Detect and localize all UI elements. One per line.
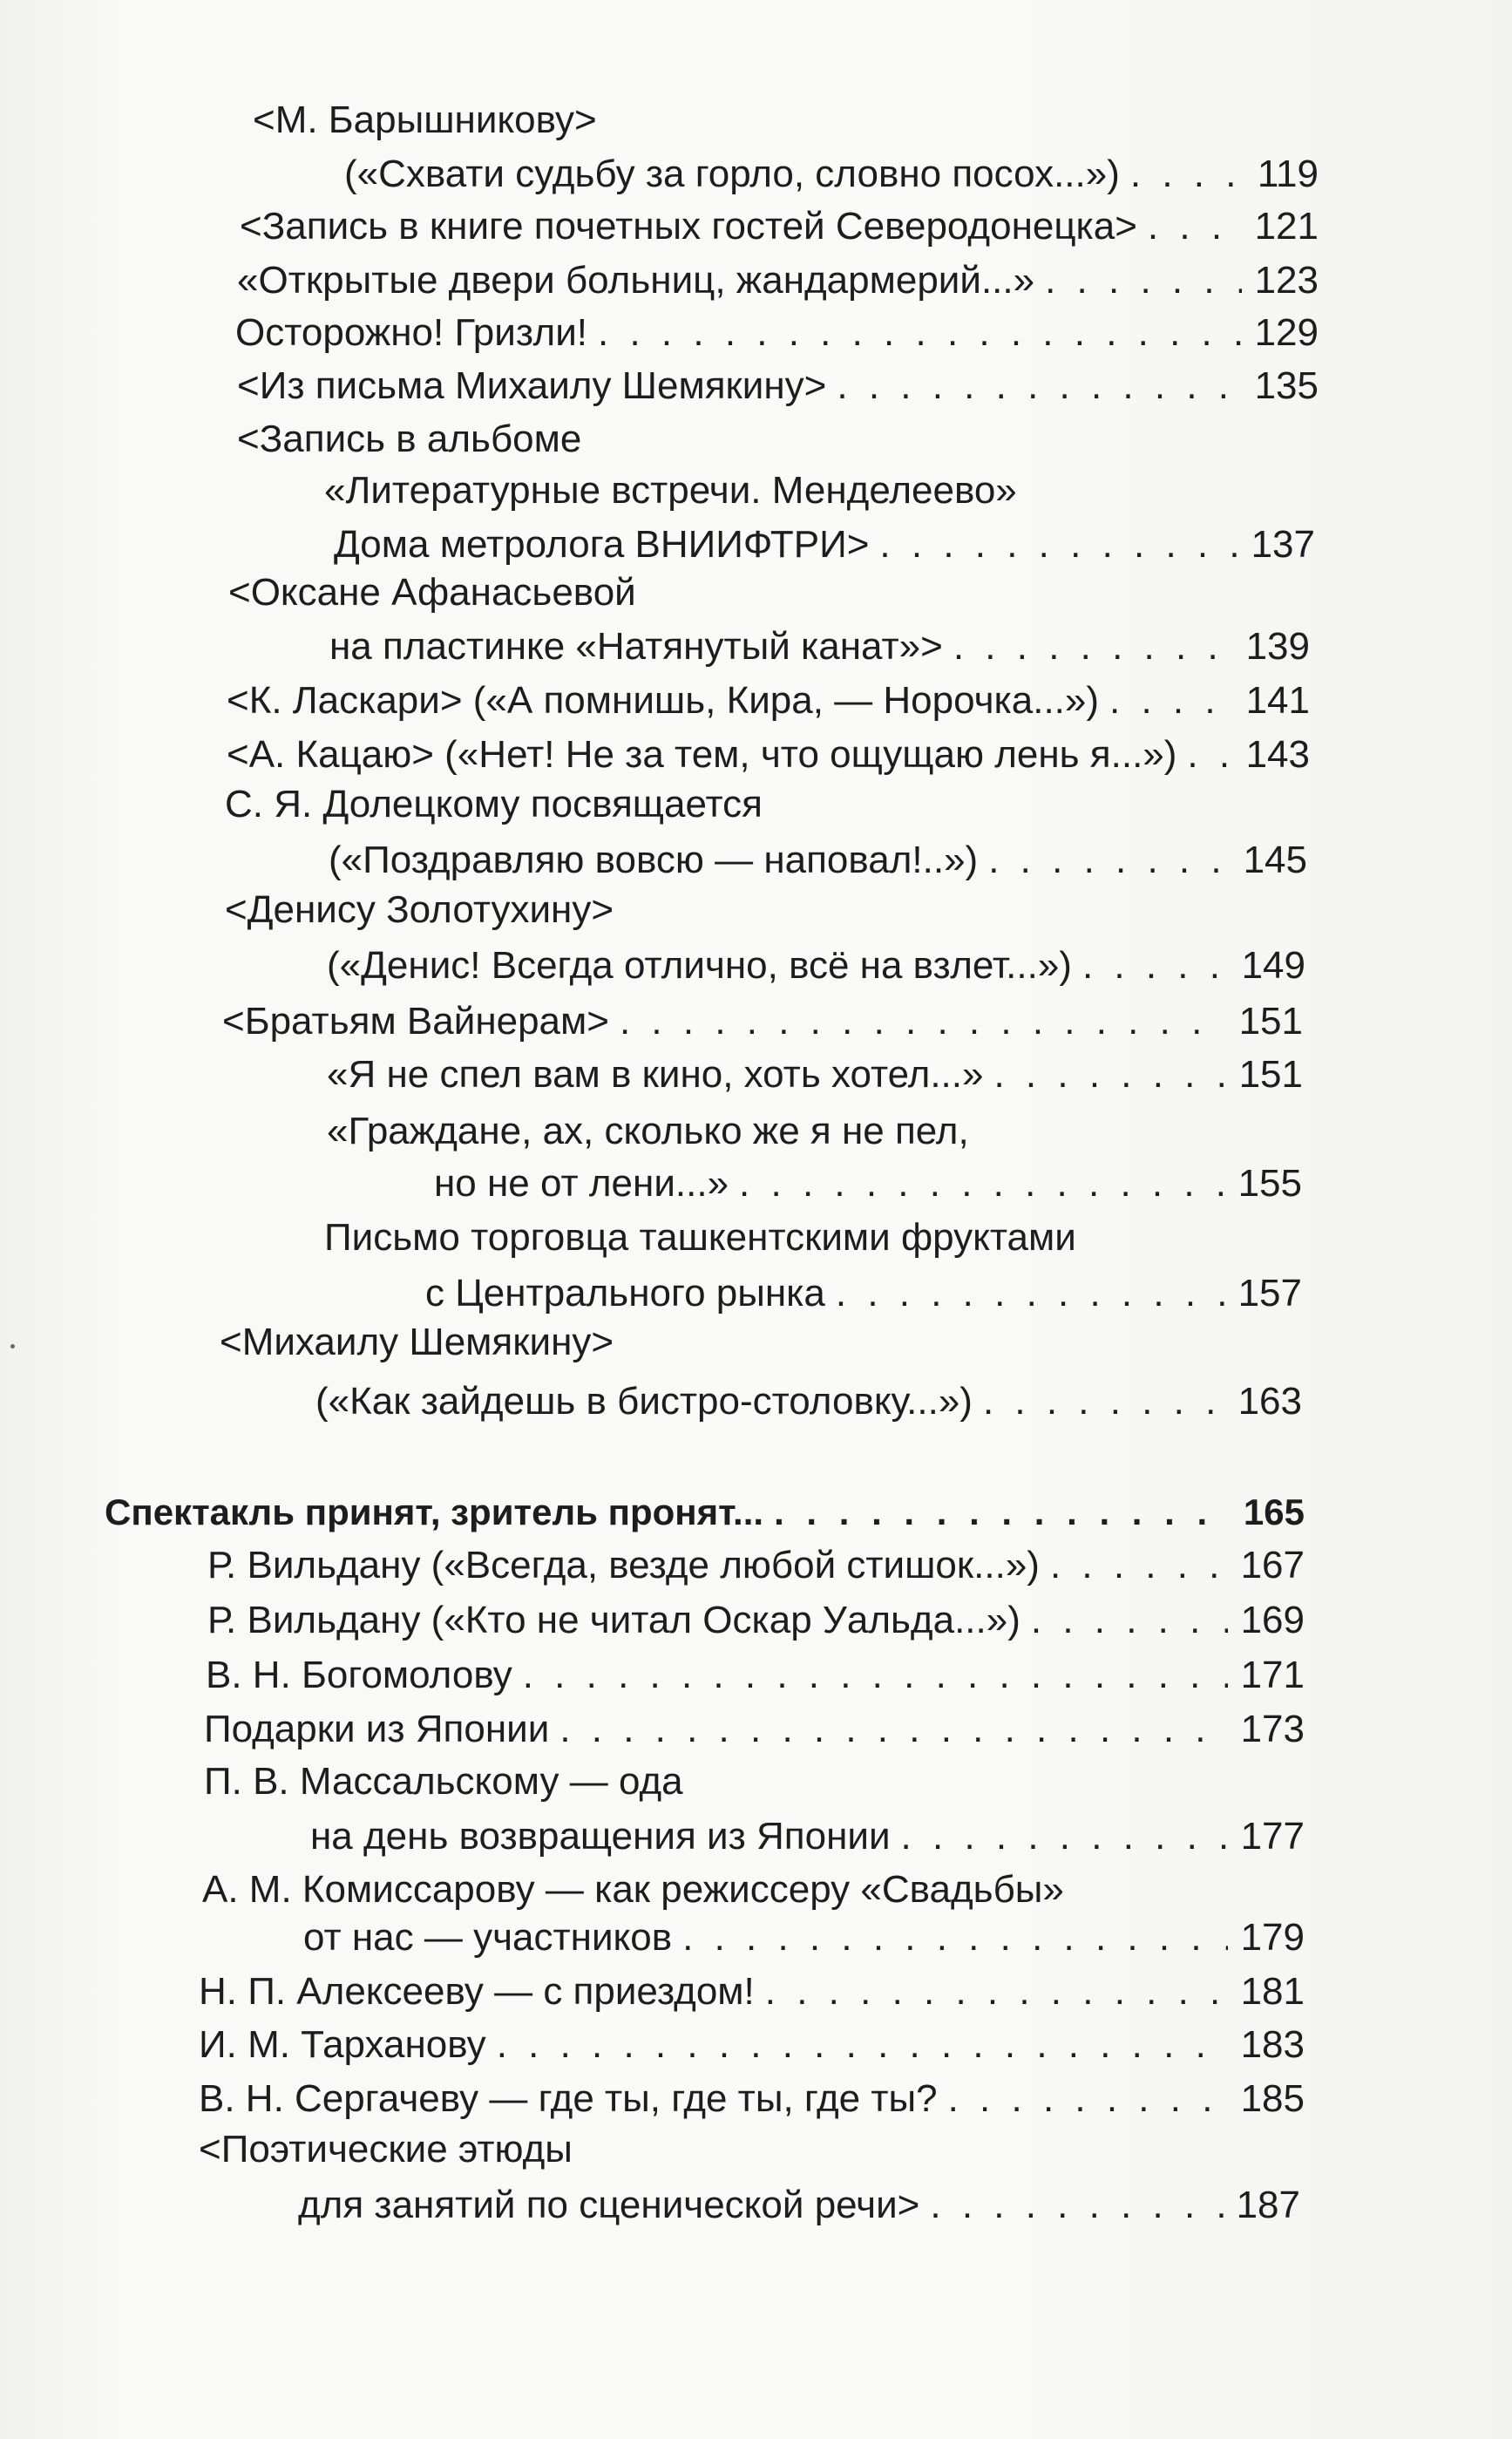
toc-entry-title: («Поздравляю вовсю — наповал!..») (329, 839, 979, 881)
toc-entry-title: <М. Барышникову> (253, 99, 597, 141)
toc-entry-title: Н. П. Алексееву — с приездом! (199, 1970, 755, 2013)
toc-entry (298, 2179, 1300, 2232)
toc-entry (240, 200, 1319, 253)
toc-entry (225, 884, 614, 936)
dot-leader (559, 1703, 1228, 1756)
toc-entry-title: («Схвати судьбу за горло, словно посох...») (344, 153, 1120, 195)
toc-entry-page: 167 (1240, 1544, 1305, 1586)
toc-entry (434, 1158, 1302, 1210)
toc-entry-title: <Михаилу Шемякину> (220, 1321, 614, 1363)
toc-entry (324, 465, 1017, 517)
toc-entry-title: «Я не спел вам в кино, хоть хотел...» (327, 1053, 984, 1096)
toc-entry-page: 177 (1240, 1815, 1305, 1858)
toc-entry-page: 155 (1237, 1162, 1302, 1205)
toc-entry-page: 135 (1254, 364, 1319, 407)
toc-entry (237, 255, 1319, 307)
toc-entry-page: 137 (1251, 523, 1315, 566)
dot-leader (930, 2179, 1224, 2232)
toc-entry-page: 173 (1240, 1708, 1305, 1750)
dot-leader (993, 1049, 1226, 1101)
toc-entry-title: от нас — участников (303, 1916, 673, 1959)
dot-leader (901, 1811, 1228, 1863)
toc-entry (237, 360, 1319, 412)
toc-entry (327, 940, 1305, 992)
toc-entry (199, 2123, 573, 2176)
toc-entry-page: 187 (1236, 2184, 1300, 2226)
toc-entry-title: Осторожно! Гризли! (235, 311, 588, 354)
dot-leader (1031, 1594, 1228, 1647)
toc-entry-title: «Открытые двери больниц, жандармерий...» (237, 259, 1035, 302)
toc-entry-title: «Литературные встречи. Менделеево» (324, 469, 1017, 512)
toc-entry-title: <Братьям Вайнерам> (222, 1000, 609, 1043)
toc-entry-page: 121 (1254, 205, 1319, 248)
dot-leader (1082, 940, 1229, 992)
toc-entry (227, 729, 1310, 781)
toc-entry (206, 1649, 1305, 1702)
dot-leader (983, 1376, 1225, 1428)
dot-leader (497, 2019, 1228, 2071)
toc-entry (344, 148, 1319, 200)
toc-entry-page: 169 (1240, 1599, 1305, 1641)
toc-entry-title: <Денису Золотухину> (225, 888, 614, 931)
toc-entry-title: Письмо торговца ташкентскими фруктами (324, 1216, 1076, 1259)
toc-entry-title: <Запись в альбоме (237, 418, 582, 460)
toc-entry (204, 1756, 683, 1808)
dot-leader (948, 2073, 1228, 2125)
toc-entry (237, 413, 581, 465)
toc-entry (235, 307, 1319, 359)
dot-leader (1050, 1539, 1228, 1592)
toc-entry-page: 179 (1240, 1916, 1305, 1959)
toc-entry-title: Р. Вильдану («Кто не читал Оскар Уальда...») (207, 1599, 1020, 1641)
dot-leader (953, 621, 1233, 673)
toc-entry-page: 183 (1240, 2023, 1305, 2066)
toc-entry-page: 185 (1240, 2077, 1305, 2120)
dot-leader (523, 1649, 1228, 1702)
toc-entry-page: 139 (1245, 625, 1310, 668)
dot-leader (765, 1966, 1228, 2018)
toc-entry-page: 149 (1241, 944, 1305, 987)
toc-entry-title: Подарки из Японии (204, 1708, 550, 1750)
toc-entry-page: 119 (1257, 153, 1319, 195)
toc-entry (329, 834, 1307, 887)
dot-leader (774, 1486, 1228, 1539)
toc-entry-title: <Поэтические этюды (199, 2128, 573, 2171)
toc-entry-title: <К. Ласкари> («А помнишь, Кира, — Норочка...») (227, 679, 1100, 722)
toc-entry (327, 1105, 969, 1158)
toc-entry-title: («Как зайдешь в бистро-столовку...») (315, 1380, 973, 1423)
toc-entry-title: на пластинке «Натянутый канат»> (329, 625, 943, 668)
dot-leader (836, 1267, 1225, 1320)
toc-entry-page: 181 (1240, 1970, 1305, 2013)
toc-entry (204, 1703, 1305, 1756)
toc-entry-title: В. Н. Сергачеву — где ты, где ты, где ты? (199, 2077, 938, 2120)
toc-entry (315, 1376, 1302, 1428)
dot-leader (988, 834, 1231, 887)
toc-entry-title: А. М. Комиссарову — как режиссеру «Свадьбы» (202, 1868, 1064, 1911)
toc-entry (222, 995, 1303, 1048)
dot-leader (1148, 200, 1242, 253)
toc-entry (253, 94, 597, 146)
toc-entry-page: 145 (1243, 839, 1307, 881)
toc-entry (324, 1212, 1076, 1264)
toc-entry-page: 163 (1237, 1380, 1302, 1423)
toc-entry (227, 675, 1310, 727)
dot-leader (598, 307, 1242, 359)
dot-leader (879, 519, 1238, 571)
toc-entry (207, 1594, 1305, 1647)
toc-entry-page: 157 (1237, 1272, 1302, 1315)
toc-entry-title: Дома метролога ВНИИФТРИ> (334, 523, 870, 566)
toc-entry-page: 151 (1238, 1053, 1303, 1096)
toc-entry-title: <Оксане Афанасьевой (228, 571, 636, 614)
toc-entry-page: 171 (1240, 1654, 1305, 1696)
toc-entry-title: «Граждане, ах, сколько же я не пел, (327, 1110, 969, 1152)
toc-entry (199, 2073, 1305, 2125)
margin-mark (10, 1344, 15, 1349)
toc-entry (327, 1049, 1303, 1101)
dot-leader (1187, 729, 1233, 781)
toc-entry (425, 1267, 1302, 1320)
dot-leader (1130, 148, 1242, 200)
toc-entry-page: 129 (1254, 311, 1319, 354)
toc-entry-title: В. Н. Богомолову (206, 1654, 512, 1696)
dot-leader (739, 1158, 1225, 1210)
toc-entry (220, 1316, 614, 1369)
dot-leader (620, 995, 1226, 1048)
toc-entry (228, 567, 636, 619)
toc-entry-title: <А. Кацаю> («Нет! Не за тем, что ощущаю лень я...») (227, 733, 1177, 776)
toc-entry (207, 1539, 1305, 1592)
toc-entry-title: Спектакль принят, зритель пронят... (105, 1491, 764, 1532)
toc-entry-title: но не от лени...» (434, 1162, 729, 1205)
toc-entry-title: с Центрального рынка (425, 1272, 825, 1315)
toc-section-heading (105, 1486, 1305, 1539)
toc-entry-title: Р. Вильдану («Всегда, везде любой стишок...») (207, 1544, 1040, 1586)
toc-entry (329, 621, 1310, 673)
toc-entry-title: И. М. Тарханову (199, 2023, 486, 2066)
toc-entry-page: 151 (1238, 1000, 1303, 1043)
toc-entry-page: 123 (1254, 259, 1319, 302)
toc-entry-title: <Запись в книге почетных гостей Северодонецка> (240, 205, 1137, 248)
toc-entry-page: 165 (1243, 1491, 1305, 1532)
toc-entry (225, 778, 763, 831)
toc-entry-page: 141 (1245, 679, 1310, 722)
toc-entry (303, 1912, 1305, 1964)
toc-entry-title: П. В. Массальскому — ода (204, 1760, 683, 1803)
toc-entry (199, 1966, 1305, 2018)
toc-entry-title: <Из письма Михаилу Шемякину> (237, 364, 827, 407)
toc-entry (199, 2019, 1305, 2071)
toc-entry (334, 519, 1315, 571)
dot-leader (1045, 255, 1242, 307)
toc-entry (310, 1811, 1305, 1863)
toc-entry-title: С. Я. Долецкому посвящается (225, 783, 763, 825)
dot-leader (1109, 675, 1233, 727)
dot-leader (837, 360, 1242, 412)
dot-leader (682, 1912, 1228, 1964)
toc-entry-title: («Денис! Всегда отлично, всё на взлет...») (327, 944, 1072, 987)
toc-entry-page: 143 (1245, 733, 1310, 776)
toc-entry-title: для занятий по сценической речи> (298, 2184, 920, 2226)
toc-entry-title: на день возвращения из Японии (310, 1815, 891, 1858)
toc-entry (202, 1864, 1064, 1916)
